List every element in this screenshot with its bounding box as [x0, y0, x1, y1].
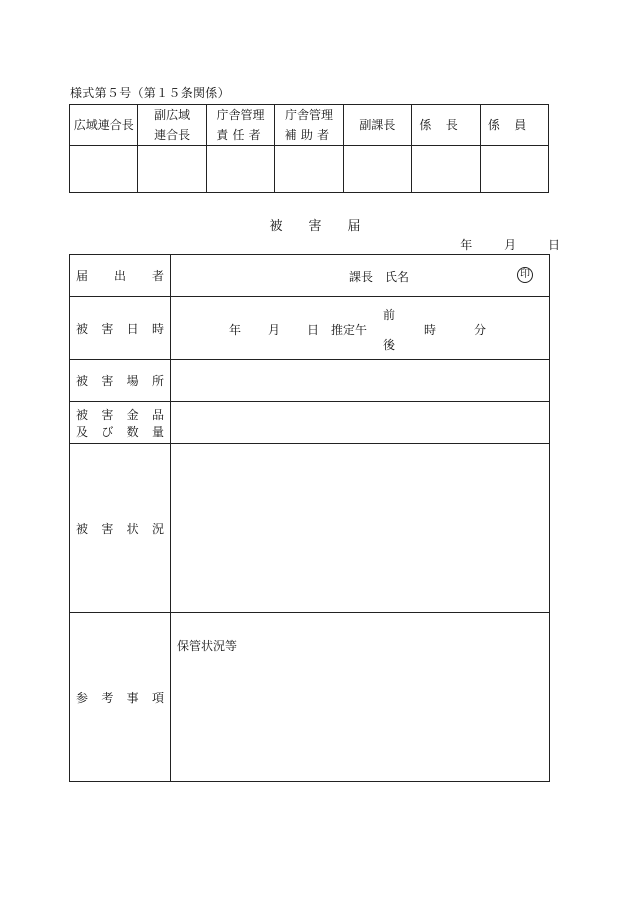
filer-label: 届出者 — [76, 269, 164, 283]
datetime-label: 被害日時 — [76, 321, 164, 336]
place-value-cell[interactable] — [171, 360, 550, 402]
items-label-cell — [70, 402, 171, 444]
damage-report-table — [69, 254, 550, 782]
place-row — [70, 360, 550, 402]
status-value-cell[interactable] — [171, 444, 550, 613]
notes-label-cell — [70, 613, 171, 782]
approval-header-row — [70, 105, 549, 146]
stamp-cell[interactable] — [412, 146, 480, 193]
items-label-1: 被害金品 — [76, 407, 164, 422]
stamp-cell[interactable] — [275, 146, 343, 193]
notes-row — [70, 613, 550, 782]
stamp-cell[interactable] — [343, 146, 411, 193]
seal-mark: 印 — [517, 267, 533, 283]
stamp-cell[interactable] — [480, 146, 548, 193]
approval-col-2: 副広域 連合長 — [138, 105, 206, 146]
notes-label: 参考事項 — [76, 690, 164, 705]
approval-stamp-row — [70, 146, 549, 193]
notes-value-cell[interactable] — [171, 613, 550, 782]
notes-hint: 保管状況等 — [177, 639, 238, 653]
approval-col-6: 係長 — [412, 105, 480, 146]
dt-estimate: 推定午 — [331, 323, 368, 337]
stamp-cell[interactable] — [138, 146, 206, 193]
form-number: 様式第５号（第１５条関係） — [70, 86, 230, 100]
datetime-label-cell — [70, 297, 171, 360]
datetime-row — [70, 297, 550, 360]
date-day: 日 — [547, 238, 560, 252]
stamp-cell[interactable] — [70, 146, 138, 193]
submission-date — [432, 236, 560, 253]
items-label-2: 及び数量 — [76, 424, 164, 439]
dt-day: 日 — [307, 323, 320, 337]
dt-hour: 時 — [424, 323, 437, 337]
status-label-cell — [70, 444, 171, 613]
dt-month: 月 — [268, 323, 281, 337]
date-month: 月 — [504, 238, 517, 252]
dt-am: 前 — [383, 308, 396, 322]
approval-col-3: 庁舎管理 責任者 — [206, 105, 274, 146]
approval-stamp-table — [69, 104, 549, 193]
place-label: 被害場所 — [76, 374, 164, 388]
status-row — [70, 444, 550, 613]
filer-name-label: 課長 氏名 — [349, 270, 410, 284]
stamp-cell[interactable] — [206, 146, 274, 193]
approval-col-1: 広域連合長 — [70, 105, 138, 146]
dt-minute: 分 — [474, 323, 487, 337]
approval-col-5: 副課長 — [343, 105, 411, 146]
approval-col-7: 係員 — [480, 105, 548, 146]
items-value-cell[interactable] — [171, 402, 550, 444]
date-year: 年 — [460, 238, 473, 252]
filer-value-cell[interactable] — [171, 255, 550, 297]
filer-label-cell — [70, 255, 171, 297]
document-title: 被 害 届 — [269, 219, 361, 234]
datetime-value-cell[interactable] — [171, 297, 550, 360]
items-row — [70, 402, 550, 444]
dt-pm: 後 — [383, 338, 396, 352]
dt-year: 年 — [229, 323, 242, 337]
status-label: 被害状況 — [76, 521, 164, 536]
place-label-cell — [70, 360, 171, 402]
filer-row — [70, 255, 550, 297]
approval-col-4: 庁舎管理 補助者 — [275, 105, 343, 146]
